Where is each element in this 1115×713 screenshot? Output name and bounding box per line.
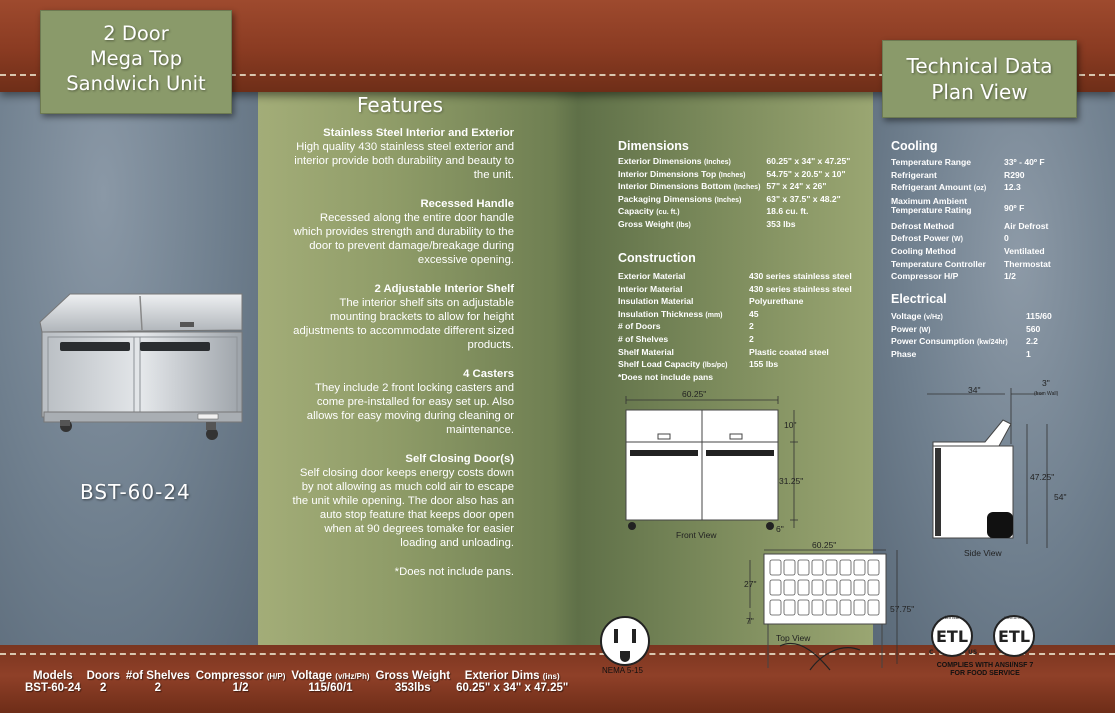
- spec-label: Maximum Ambient Temperature Rating: [891, 195, 972, 215]
- spec-row: [618, 194, 850, 207]
- spec-label: Shelf Material: [618, 346, 674, 357]
- cooling-table: [891, 157, 1051, 284]
- spec-unit: (cu. ft.): [656, 209, 680, 217]
- side-view-drawing: [915, 384, 1065, 550]
- spec-unit: (W): [919, 326, 931, 334]
- spec-label: Interior Dimensions Bottom: [618, 181, 732, 192]
- spec-label: Refrigerant Amount: [891, 182, 972, 193]
- table-cell: 1/2: [232, 682, 249, 694]
- spec-value: Plastic coated steel: [749, 346, 829, 357]
- spec-value: 90º F: [1004, 202, 1025, 213]
- technical-data-line-2: Plan View: [931, 80, 1028, 104]
- feature-text: High quality 430 stainless steel exterior and interior provide both durability and beauty to the unit.: [294, 141, 514, 181]
- nema-label: NEMA 5-15: [602, 666, 643, 675]
- electrical-title: Electrical: [891, 292, 947, 306]
- table-cell: 2: [100, 682, 107, 694]
- front-view-top-label: 10": [784, 420, 797, 430]
- spec-label: Gross Weight: [618, 218, 674, 229]
- front-view-caption: Front View: [676, 530, 717, 540]
- spec-value: 33º - 40º F: [1004, 157, 1045, 167]
- features-title: Features: [357, 93, 443, 117]
- product-title-line-1: 2 Door: [103, 22, 169, 45]
- food-pan: [826, 580, 837, 595]
- spec-label: Packaging Dimensions: [618, 193, 713, 204]
- spec-label: Cooling Method: [891, 245, 956, 256]
- spec-unit: (Inches): [714, 196, 742, 204]
- spec-value: 60.25" x 34" x 47.25": [766, 156, 851, 166]
- spec-row: [618, 321, 852, 334]
- column-header-label: #of Shelves: [125, 670, 190, 682]
- spec-label: Insulation Material: [618, 296, 694, 307]
- food-pan: [770, 600, 781, 615]
- spec-value: 1/2: [1004, 271, 1016, 282]
- spec-label: Defrost Power: [891, 233, 950, 244]
- spec-value: Ventilated: [1004, 245, 1045, 256]
- spec-row: [891, 233, 1051, 246]
- spec-unit: (oz): [973, 185, 987, 193]
- column-header-unit: (v/Hz/Ph): [335, 672, 370, 681]
- technical-data-tag: [882, 40, 1077, 118]
- spec-value: 1: [1026, 348, 1031, 359]
- spec-row: [618, 296, 852, 309]
- model-summary-table: [22, 670, 571, 694]
- spec-row: [891, 221, 1051, 234]
- model-table-header: [22, 670, 571, 682]
- spec-row: [891, 324, 1052, 337]
- spec-row: [618, 181, 850, 194]
- spec-value: 430 series stainless steel: [749, 271, 852, 281]
- certification-line-2: FOR FOOD SERVICE: [950, 670, 1020, 677]
- spec-value: 12.3: [1004, 182, 1021, 193]
- spec-row: [891, 157, 1051, 170]
- etl-sanitation-mark-word: SANITATION: [1003, 616, 1025, 620]
- food-pan: [868, 600, 879, 615]
- column-header-unit: (ins): [542, 672, 560, 681]
- spec-label: Shelf Load Capacity: [618, 359, 701, 370]
- top-view-depth-label: 27": [744, 579, 757, 589]
- spec-label: Capacity: [618, 206, 654, 217]
- column-header-label: Models: [32, 670, 73, 682]
- spec-row: [618, 334, 852, 347]
- certification-line-1: COMPLIES WITH ANSI/NSF 7: [936, 662, 1034, 669]
- food-pan: [784, 560, 795, 575]
- column-header: [193, 670, 289, 682]
- column-header: [84, 670, 123, 682]
- spec-label: Interior Material: [618, 283, 683, 294]
- column-header: [453, 670, 571, 682]
- spec-row: [618, 372, 852, 385]
- side-view-lid: [933, 420, 1011, 446]
- spec-row: [618, 219, 850, 232]
- food-pan: [826, 600, 837, 615]
- column-header: [373, 670, 454, 682]
- spec-value: 0: [1004, 233, 1009, 244]
- technical-data-line-1: Technical Data: [906, 54, 1053, 78]
- feature-item: [292, 126, 514, 182]
- spec-row: [618, 284, 852, 297]
- side-view-height-total-label: 54": [1054, 492, 1067, 502]
- spec-unit: (lbs/pc): [702, 362, 728, 370]
- top-view-drawing: [740, 546, 890, 672]
- spec-row: [618, 206, 850, 219]
- spec-value: 430 series stainless steel: [749, 283, 852, 294]
- feature-text: They include 2 front locking casters and come pre-installed for easy set up. Also allows for easy moving during cleaning or maintenance.: [306, 382, 514, 436]
- spec-label: Phase: [891, 348, 917, 359]
- spec-label: Compressor H/P: [891, 271, 959, 282]
- feature-heading: Recessed Handle: [420, 198, 514, 210]
- side-view-clearance-label: 3": [1042, 378, 1050, 388]
- food-pan: [812, 560, 823, 575]
- spec-label: Refrigerant: [891, 169, 937, 180]
- spec-value: 115/60: [1026, 311, 1052, 321]
- front-view-door-handle: [706, 450, 774, 456]
- model-name: BST-60-24: [80, 480, 191, 504]
- feature-heading: Stainless Steel Interior and Exterior: [323, 127, 514, 139]
- front-view-door-handle: [630, 450, 698, 456]
- spec-value: Thermostat: [1004, 258, 1051, 269]
- feature-heading: Self Closing Door(s): [405, 453, 514, 465]
- food-pan: [840, 580, 851, 595]
- spec-unit: (W): [951, 236, 963, 244]
- cooling-title: Cooling: [891, 139, 938, 153]
- features-note: *Does not include pans.: [394, 566, 514, 578]
- spec-value: 2: [749, 321, 754, 332]
- food-pan: [854, 580, 865, 595]
- food-pan: [770, 580, 781, 595]
- etl-sanitation-mark-text: ETL: [997, 627, 1031, 646]
- food-pan: [784, 600, 795, 615]
- table-cell: 60.25" x 34" x 47.25": [456, 682, 569, 694]
- product-title-line-3: Sandwich Unit: [66, 72, 206, 95]
- features-list: [292, 126, 514, 579]
- construction-note: *Does not include pans: [618, 371, 714, 382]
- spec-unit: (kw/24hr): [976, 339, 1008, 347]
- top-view-edge-label: 7": [746, 616, 754, 626]
- spec-value: Polyurethane: [749, 296, 804, 307]
- feature-text: Recessed along the entire door handle which provides strength and durability to the door to prevent damage/breakage during excessive opening.: [293, 212, 514, 266]
- spec-row: [891, 246, 1051, 259]
- feature-text: Self closing door keeps energy costs down by not allowing as much cold air to escape the unit while opening. The door also has an auto stop feature that keeps door open when at 90 degrees tomake for easier loading and unloading.: [292, 467, 514, 549]
- etl-listed-mark-us: US: [968, 649, 978, 656]
- spec-row: [618, 169, 850, 182]
- column-header-label: Gross Weight: [375, 670, 451, 682]
- food-pan: [868, 580, 879, 595]
- spec-label: Voltage: [891, 311, 922, 321]
- model-table-row: [22, 682, 571, 694]
- table-cell: 353lbs: [394, 682, 431, 694]
- front-view-caster-label: 6": [776, 524, 784, 534]
- certification-text: [915, 662, 1055, 678]
- front-view-caster: [766, 522, 774, 530]
- food-pan: [826, 560, 837, 575]
- front-view-width-label: 60.25": [682, 389, 707, 399]
- spec-value: 45: [749, 308, 759, 319]
- column-header-label: Doors: [86, 670, 120, 682]
- spec-row: [618, 309, 852, 322]
- etl-certification-icons: [920, 610, 1050, 664]
- top-view-total-label: 57.75": [890, 604, 915, 614]
- front-view-body-label: 31.25": [779, 476, 804, 486]
- spec-row: [891, 311, 1052, 324]
- column-header-label: Compressor: [195, 670, 264, 682]
- spec-unit: (mm): [705, 311, 723, 319]
- top-view-width-label: 60.25": [812, 540, 837, 550]
- nema-plug-icon: [598, 615, 652, 667]
- power-cord: [810, 648, 860, 670]
- spec-value: 2: [749, 333, 754, 344]
- column-header-unit: (H/P): [266, 672, 286, 681]
- spec-label: Exterior Material: [618, 271, 686, 281]
- spec-label: Temperature Controller: [891, 258, 986, 269]
- top-view-total-dimension: [892, 548, 902, 666]
- construction-title: Construction: [618, 251, 696, 265]
- spec-label: Power: [891, 323, 917, 334]
- column-header-label: Exterior Dims: [464, 670, 540, 682]
- side-view-clearance-note: (from Wall): [1034, 391, 1059, 397]
- spec-value: 2.2: [1026, 336, 1038, 347]
- food-pan: [812, 600, 823, 615]
- product-title-line-2: Mega Top: [89, 47, 183, 70]
- food-pan: [854, 560, 865, 575]
- feature-item: [292, 452, 514, 550]
- spec-unit: (v/Hz): [923, 314, 943, 321]
- electrical-table: [891, 311, 1052, 361]
- spec-row: [891, 170, 1051, 183]
- front-view-caster: [628, 522, 636, 530]
- top-view-caption: Top View: [776, 633, 811, 643]
- spec-unit: (Inches): [703, 159, 731, 166]
- food-pan: [854, 600, 865, 615]
- spec-label: # of Doors: [618, 321, 661, 332]
- feature-item: [292, 282, 514, 352]
- column-header-label: Voltage: [291, 670, 333, 682]
- spec-row: [618, 347, 852, 360]
- food-pan: [798, 580, 809, 595]
- food-pan: [798, 560, 809, 575]
- spec-row: [618, 271, 852, 284]
- spec-row: [891, 271, 1051, 284]
- spec-unit: (Inches): [718, 171, 746, 179]
- spec-row: [891, 182, 1051, 195]
- side-view-height-body-label: 47.25": [1030, 472, 1055, 482]
- spec-value: 155 lbs: [749, 359, 779, 370]
- table-cell: 115/60/1: [308, 682, 353, 694]
- food-pan: [784, 580, 795, 595]
- food-pan: [840, 600, 851, 615]
- spec-label: Insulation Thickness: [618, 308, 704, 319]
- side-view-compressor: [987, 512, 1013, 538]
- table-cell: BST-60-24: [25, 682, 81, 694]
- etl-listed-mark-text: ETL: [935, 627, 969, 646]
- spec-row: [618, 156, 850, 169]
- food-pan: [812, 580, 823, 595]
- spec-row: [891, 336, 1052, 349]
- product-image: [30, 292, 248, 444]
- food-pan: [868, 560, 879, 575]
- spec-value: 560: [1026, 323, 1041, 334]
- construction-table: [618, 271, 852, 384]
- spec-row: [891, 349, 1052, 362]
- spec-value: 57" x 24" x 26": [766, 181, 827, 192]
- feature-item: [292, 367, 514, 437]
- column-header: [123, 670, 193, 682]
- etl-listed-mark-c: C: [929, 649, 934, 656]
- spec-unit: (lbs): [676, 221, 691, 229]
- spec-value: 63" x 37.5" x 48.2": [766, 193, 841, 204]
- spec-label: Power Consumption: [891, 336, 975, 347]
- spec-label: Defrost Method: [891, 220, 955, 231]
- spec-label: # of Shelves: [618, 333, 669, 344]
- spec-row: [891, 259, 1051, 272]
- side-view-caption: Side View: [964, 548, 1002, 558]
- column-header: [288, 670, 372, 682]
- spec-value: R290: [1004, 169, 1025, 180]
- dimensions-title: Dimensions: [618, 139, 689, 153]
- dimensions-table: [618, 156, 850, 232]
- spec-label: Exterior Dimensions: [618, 156, 702, 166]
- side-view-depth-label: 34": [968, 385, 981, 395]
- spec-value: 54.75" x 20.5" x 10": [766, 168, 846, 179]
- feature-item: [292, 197, 514, 267]
- spec-unit: (Inches): [733, 184, 761, 192]
- table-cell: 2: [154, 682, 161, 694]
- side-view-door-edge: [935, 448, 941, 536]
- food-pan: [798, 600, 809, 615]
- feature-heading: 2 Adjustable Interior Shelf: [374, 283, 514, 295]
- spec-row: [618, 359, 852, 372]
- spec-label: Temperature Range: [891, 157, 972, 167]
- spec-value: 18.6 cu. ft.: [766, 206, 809, 217]
- product-title-tag: [40, 10, 232, 114]
- spec-row: [891, 195, 1051, 221]
- spec-value: 353 lbs: [766, 218, 796, 229]
- column-header: [22, 670, 84, 682]
- etl-listed-mark-word: LISTED: [945, 615, 959, 620]
- spec-label: Interior Dimensions Top: [618, 168, 717, 179]
- food-pan: [770, 560, 781, 575]
- feature-text: The interior shelf sits on adjustable mounting brackets to allow for height adjustments to accommodate different sized products.: [293, 297, 514, 351]
- spec-value: Air Defrost: [1004, 220, 1049, 231]
- feature-heading: 4 Casters: [463, 368, 514, 380]
- food-pan: [840, 560, 851, 575]
